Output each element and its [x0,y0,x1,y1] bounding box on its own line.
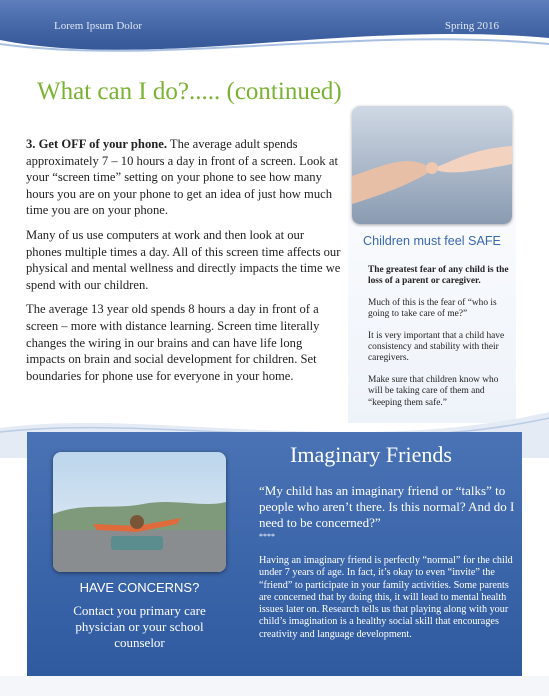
imaginary-friends-title: Imaginary Friends [290,442,452,467]
concerns-text: Contact you primary care physician or your school counselor [73,603,206,650]
section-separator-stars: **** [259,532,275,541]
concerns-heading: HAVE CONCERNS? [79,580,200,595]
imaginary-friends-quote: “My child has an imaginary friend or “talks” to people who aren’t there. Is this normal? And do I need to be concerned?” [259,483,515,530]
sidebar-paragraph-fear: The greatest fear of any child is the loss of a parent or caregiver. [368,265,509,287]
header-banner [0,0,549,62]
paragraph-phone [26,136,342,219]
hands-illustration [352,106,512,224]
sidebar-text [368,265,510,419]
child-airplane-photo [53,452,226,572]
sidebar-paragraph-who: Much of this is the fear of “who is going to take care of me?” [368,297,497,320]
paragraph-phone-body: The average adult spends approximately 7 – 10 hours a day in front of a screen. Look at your “screen time” setting on your phone to see how many hours you are on your phone to get an idea of just how much time you are on your phone. [26,137,338,218]
main-column [26,136,342,392]
paragraph-phone-lead: 3. Get OFF of your phone. [26,137,167,151]
paragraph-teens: The average 13 year old spends 8 hours a day in front of a screen – more with distance learning. Screen time literally changes the wiring in our brains and can have life long impacts on brain and social development for children. Set boundaries for phone use for everyone in your home. [26,302,320,383]
header-right-text: Spring 2016 [444,20,499,32]
page-title: What can I do?..... (continued) [37,78,342,105]
sidebar-paragraph-safe: Make sure that children know who will be taking care of them and “keeping them safe.” [368,374,499,408]
sidebar-heading: Children must feel SAFE [363,234,501,248]
hands-photo [352,106,512,224]
child-airplane-illustration [53,452,226,572]
header-left-text: Lorem Ipsum Dolor [54,20,142,32]
page-bottom-margin [0,676,549,696]
sidebar-paragraph-consistency: It is very important that a child have consistency and stability with their caregivers. [368,330,505,364]
paragraph-computers: Many of us use computers at work and then look at our phones multiple times a day. All of this screen time affects our physical and mental wellness and directly impacts the time we spend with our children. [26,227,341,292]
imaginary-friends-body: Having an imaginary friend is perfectly “normal” for the child under 7 years of age. In fact, it’s okay to even “invite” the “friend” to participate in your family activities. Some parents are concerned that by doing this, it will lead to mental health issues later on. Research tells us that playing along with your child’s imagination is a healthy social skill that encourages creativity and language development. [259,555,513,640]
